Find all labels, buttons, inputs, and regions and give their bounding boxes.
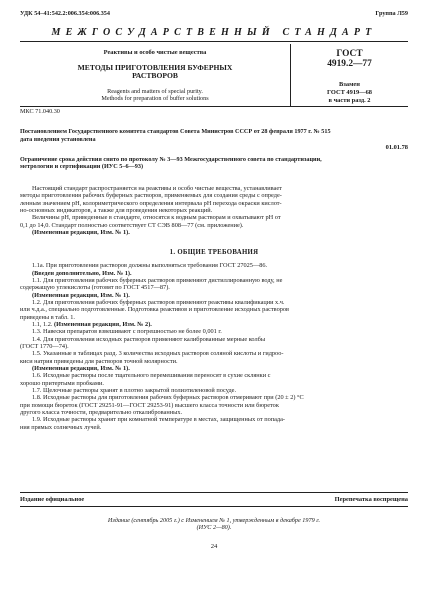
introduction-date: 01.01.78 [385,144,408,152]
text-line: Настоящий стандарт распространяется на реактивы и особо чистые вещества, устанавливает [32,184,282,192]
text-line: методы приготовления рабочих буферных растворов, применяемых для создания среды с опреде- [20,192,282,200]
replace-gost: ГОСТ 4919—68 [327,89,372,97]
text-line: 1.1. Для приготовления рабочих буферных растворов применяют дистиллированную воду, не [32,276,283,284]
clause-1-3: 1.3. Навески препаратов взвешивают с погрешностью не более 0,001 г. [32,328,222,336]
text-line: ния прямых солнечных лучей. [20,423,102,431]
text-line: 1.4. Для приготовления исходных растворов применяют калиброванные мерные колбы [32,335,266,343]
title-block-left [20,44,291,106]
decree-line: Постановлением Государственного комитета стандартов Совета Министров СССР от 28 февраля 1977 г. № 515 [20,128,331,136]
decree-line: дата введения установлена [20,135,96,143]
limit-text [20,156,408,171]
text-line: или ч.д.а., специально подготовленные. Подготовка реактивов и приготовление исходных растворов [20,306,290,314]
clause-1-2 [20,299,408,321]
decree-text [20,128,408,143]
clause-numbers: 1.1, 1.2. [32,321,53,328]
clause-1-1 [20,277,408,292]
text-line: 0,1 до 14,0. Стандарт полностью соответствует СТ СЭВ 808—77 (см. приложение). [20,221,244,229]
mks-code: МКС 71.040.30 [20,108,60,116]
limit-line: Ограничение срока действия снято по протоколу № 3—93 Межгосударственного совета по стандартизации, [20,156,322,164]
clause-1-8 [20,394,408,416]
edition-line: Издание (сентябрь 2005 г.) с Изменением № 1, утвержденным в декабре 1979 г. [107,517,321,524]
change-note: (Введен дополнительно, Изм. № 1). [32,269,132,277]
text-line: 1.5. Указанные в таблицах разд. 3 количества исходных растворов соляной кислоты и гидроо- [32,350,284,358]
document-page [20,10,408,431]
limit-line: метрологии и сертификации (ИУС 5–6—93) [20,163,144,171]
text-line: хорошо притертыми пробками. [20,379,104,387]
text-line: (ГОСТ 1770—74). [20,343,69,351]
clause-1-5 [20,350,408,365]
page-number: 24 [210,542,218,550]
top-header [20,10,408,17]
edition-info [20,517,408,532]
footer-row [20,493,408,503]
text-line: другого класса точности, предварительно откалиброванных. [20,409,183,417]
title-block [20,44,408,107]
intro-section [20,185,408,236]
clause-1-1a: 1.1а. При приготовлении растворов должны выполняться требования ГОСТ 27025—86. [32,262,268,270]
text-line: 1.9. Исходные растворы хранят при комнатной температуре в местах, защищенных от попада- [32,416,285,424]
clause-1-7: 1.7. Щелочные растворы хранят в плотно закрытой полиэтиленовой посуде. [32,387,237,395]
gost-number: 4919.2—77 [327,59,372,69]
group-code: Группа Л59 [375,10,408,17]
change-note: (Измененная редакция, Изм. № 1). [32,291,130,299]
replace-label: Взамен [339,81,360,88]
replace-part: в части разд. 2 [328,97,371,105]
english-title-line: Reagents and matters of special purity. [107,87,203,95]
intro-paragraph [20,214,408,229]
text-line: киси натрия приведены для растворов точной молярности. [20,357,178,365]
clause-1-6 [20,372,408,387]
title-line: РАСТВОРОВ [132,71,178,81]
clause-1-9 [20,416,408,431]
page-footer [20,492,408,550]
intro-paragraph [20,185,408,214]
title-block-right [291,44,408,106]
replacement-info [291,81,408,106]
top-rule [20,41,408,42]
text-line: при помощи бюреток (ГОСТ 29251-91—ГОСТ 29253-91) высшего класса точности или бюреток [20,401,279,409]
text-line: Величины рН, приведенные в стандарте, относятся к водным растворам и охватывают рН от [32,214,281,222]
section-heading: 1. ОБЩИЕ ТРЕБОВАНИЯ [169,249,259,257]
standard-banner: МЕЖГОСУДАРСТВЕННЫЙ СТАНДАРТ [51,27,377,38]
change-note [20,321,408,328]
title-line: МЕТОДЫ ПРИГОТОВЛЕНИЯ БУФЕРНЫХ [77,63,233,72]
english-title-line: Methods for preparation of buffer solutions [101,95,209,103]
text-line: 1.2. Для приготовления рабочих буферных растворов применяют реактивы квалификации х.ч. [32,298,285,306]
gost-label: ГОСТ [336,49,363,59]
text-line: содержащую углекислоты (готовят по ГОСТ 4517—87). [20,284,170,292]
reprint-notice: Перепечатка воспрещена [334,496,408,503]
text-line: приведены в табл. 1. [20,313,75,321]
udk-code: УДК 54–41:542.2:006.354:006.354 [20,10,110,17]
document-title [20,64,290,81]
footer-rule-bottom [20,506,408,507]
section-body [20,262,408,431]
official-edition-label: Издание официальное [20,496,85,503]
clause-1-4 [20,336,408,351]
text-line: ленным значением рН, колориметрического определения интервала рН перехода окраски кислот- [20,199,282,207]
text-line: 1.8. Исходные растворы для приготовления рабочих буферных растворов отмеривают при (20 ± 2) °С [32,394,304,402]
document-subtitle: Реактивы и особо чистые вещества [103,49,207,56]
text-line: но-основных индикаторов, а также для проведения некоторых реакций. [20,206,213,214]
change-note: (Измененная редакция, Изм. № 1). [32,228,130,236]
english-title [20,88,290,102]
edition-line: (ИУС 2—80). [196,524,232,532]
change-note: (Измененная редакция, Изм. № 1). [32,365,130,373]
text-line: 1.6. Исходные растворы после тщательного перемешивания переносят в сухие склянки с [32,372,271,380]
change-note-text: (Измененная редакция, Изм. № 2). [54,321,152,328]
